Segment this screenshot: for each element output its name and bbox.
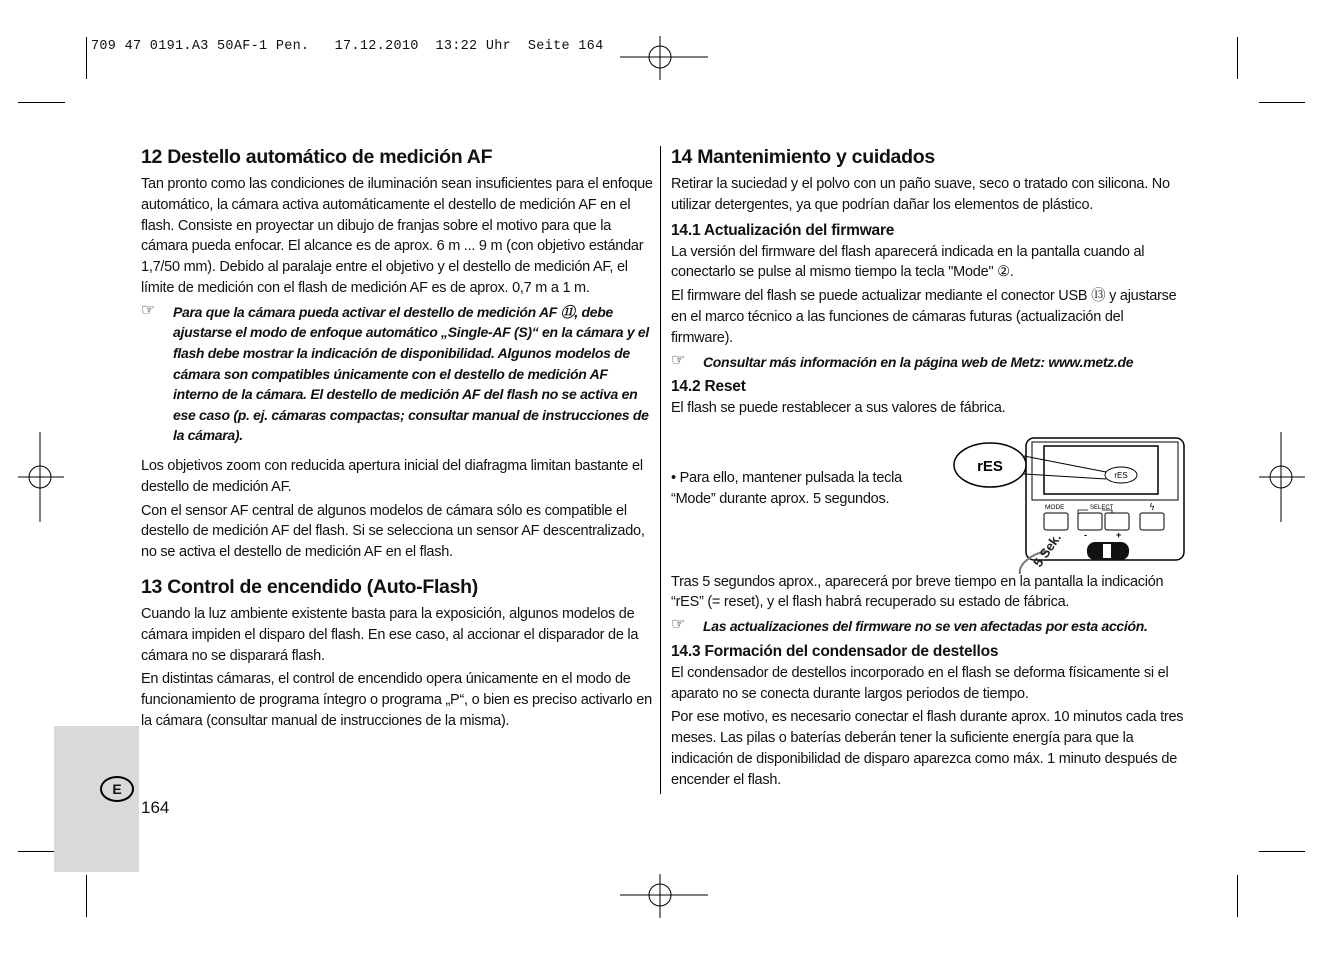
select-label: SELECT xyxy=(1090,505,1114,511)
section-13-paragraph-1: Cuando la luz ambiente existente basta para la exposición, algunos modelos de cámara impiden el disparo del flash. En ese caso, al accionar el disparador de la cámara no se disparará flash. xyxy=(141,605,639,664)
flash-icon: ϟ xyxy=(1149,503,1155,513)
section-14-2-bullet: • Para ello, mantener pulsada la tecla “Mode” durante aprox. 5 segundos. xyxy=(671,469,902,507)
section-12-paragraph-1: Tan pronto como las condiciones de iluminación sean insuficientes para el enfoque automático, la cámara activa automáticamente el destello de medición AF en el flash. Consiste en proyectar un dibujo de franjas sobre el motivo para que la cámara pueda enfocar. El alcance es de aprox. 6 m ... 9 m (con objetivo estándar 1,7/50 mm). Debido al paralaje entre el objetivo y el destello de medición AF, el límite de medición con el flash de medición AF es de aprox. 0,7 m a 1 m. xyxy=(141,176,653,296)
section-14-2-paragraph-1: El flash se puede restablecer a sus valores de fábrica. xyxy=(671,400,1006,417)
mode-button xyxy=(1044,513,1068,530)
section-12-note xyxy=(141,302,653,446)
section-14-paragraph-1: Retirar la suciedad y el polvo con un paño suave, seco o tratado con silicona. No utilizar detergentes, ya que podrían dañar los elementos de plástico. xyxy=(671,176,1170,213)
section-14-3-title: 14.3 Formación del condensador de destellos xyxy=(671,642,999,660)
timer-label: 5 Sek. xyxy=(1030,530,1065,570)
left-column xyxy=(141,146,653,735)
registration-mark-left xyxy=(18,432,64,522)
section-12-paragraph-3: Con el sensor AF central de algunos modelos de cámara sólo es compatible el destello de medición AF del flash. Si se selecciona un sensor AF descentralizado, no se activa el destello de medición AF en el flash. xyxy=(141,502,645,561)
select-plus-button xyxy=(1105,513,1129,530)
registration-mark-right xyxy=(1259,432,1305,522)
section-14-1-note xyxy=(671,352,1186,373)
pointing-hand-icon: ☞ xyxy=(141,301,156,319)
section-14-1-title: 14.1 Actualización del firmware xyxy=(671,221,895,239)
minus-label: - xyxy=(1084,530,1087,540)
display-text: rES xyxy=(1114,471,1128,480)
section-14-2-note xyxy=(671,616,1186,637)
print-header: 709 47 0191.A3 50AF-1 Pen. 17.12.2010 13:22 Uhr Seite 164 xyxy=(91,39,604,54)
section-12-title: 12 Destello automático de medición AF xyxy=(141,146,493,168)
plus-label: + xyxy=(1116,530,1122,540)
section-12-note-text: Para que la cámara pueda activar el destello de medición AF ⑪, debe ajustarse el modo de enfoque automático „Single-AF (S)“ en la cámara y el flash debe mostrar la indicación de disponibilidad. Algunos modelos de cámara son compatibles únicamente con el destello de medición AF interno de la cámara. El destello de medición AF del flash no se activa en ese caso (p. ej. cámaras compactas; consultar manual de instrucciones de la cámara). xyxy=(173,303,650,444)
section-14-2-title: 14.2 Reset xyxy=(671,378,746,396)
section-12-paragraph-2: Los objetivos zoom con reducida apertura inicial del diafragma limitan bastante el destello de medición AF. xyxy=(141,457,643,495)
column-divider xyxy=(660,146,661,794)
flash-reset-figure xyxy=(940,436,1190,576)
flash-display xyxy=(1044,446,1158,494)
page-number: 164 xyxy=(141,798,170,817)
section-14-1-paragraph-2: El firmware del flash se puede actualizar mediante el conector USB ⑬ y ajustarse en el marco técnico a las funciones de cámaras futuras (actualización del firmware). xyxy=(671,288,1177,346)
pointing-hand-icon: ☞ xyxy=(671,351,686,369)
section-13-paragraph-2: En distintas cámaras, el control de encendido opera únicamente en el modo de funcionamiento de programa íntegro o programa „P“, o bien es preciso activarlo en la cámara (consultar manual de instrucciones de la misma). xyxy=(141,671,652,729)
section-14-2-note-text: Las actualizaciones del firmware no se ven afectadas por esta acción. xyxy=(703,618,1148,635)
section-14-1-paragraph-1: La versión del firmware del flash aparecerá indicada en la pantalla cuando al conectarlo se pulse al mismo tiempo la tecla "Mode" ②. xyxy=(671,243,1145,281)
section-14-2-paragraph-2: Tras 5 segundos aprox., aparecerá por breve tiempo en la pantalla la indicación “rES” (= reset), y el flash habrá recuperado su estado de fábrica. xyxy=(671,573,1164,611)
callout-text: rES xyxy=(977,458,1003,475)
registration-mark-top xyxy=(620,36,710,80)
section-14-1-note-text: Consultar más información en la página web de Metz: www.metz.de xyxy=(703,353,1134,370)
flash-test-button xyxy=(1140,513,1164,530)
section-14-3-paragraph-2: Por ese motivo, es necesario conectar el flash durante aprox. 10 minutos cada tres meses. Las pilas o baterías deberán tener la suficiente energía para que la indicación de disponibilidad de disparo aparezca como máx. 1 minuto después de encender el flash. xyxy=(671,709,1184,788)
section-13-title: 13 Control de encendido (Auto-Flash) xyxy=(141,575,478,598)
mode-label: MODE xyxy=(1045,504,1065,511)
registration-mark-bottom xyxy=(620,874,710,918)
select-minus-button xyxy=(1078,513,1102,530)
language-badge: E xyxy=(100,776,134,802)
section-14-3-paragraph-1: El condensador de destellos incorporado en el flash se deforma físicamente si el aparato no se conecta durante largos periodos de tiempo. xyxy=(671,664,1169,702)
pointing-hand-icon: ☞ xyxy=(671,616,686,634)
section-14-title: 14 Mantenimiento y cuidados xyxy=(671,146,935,168)
